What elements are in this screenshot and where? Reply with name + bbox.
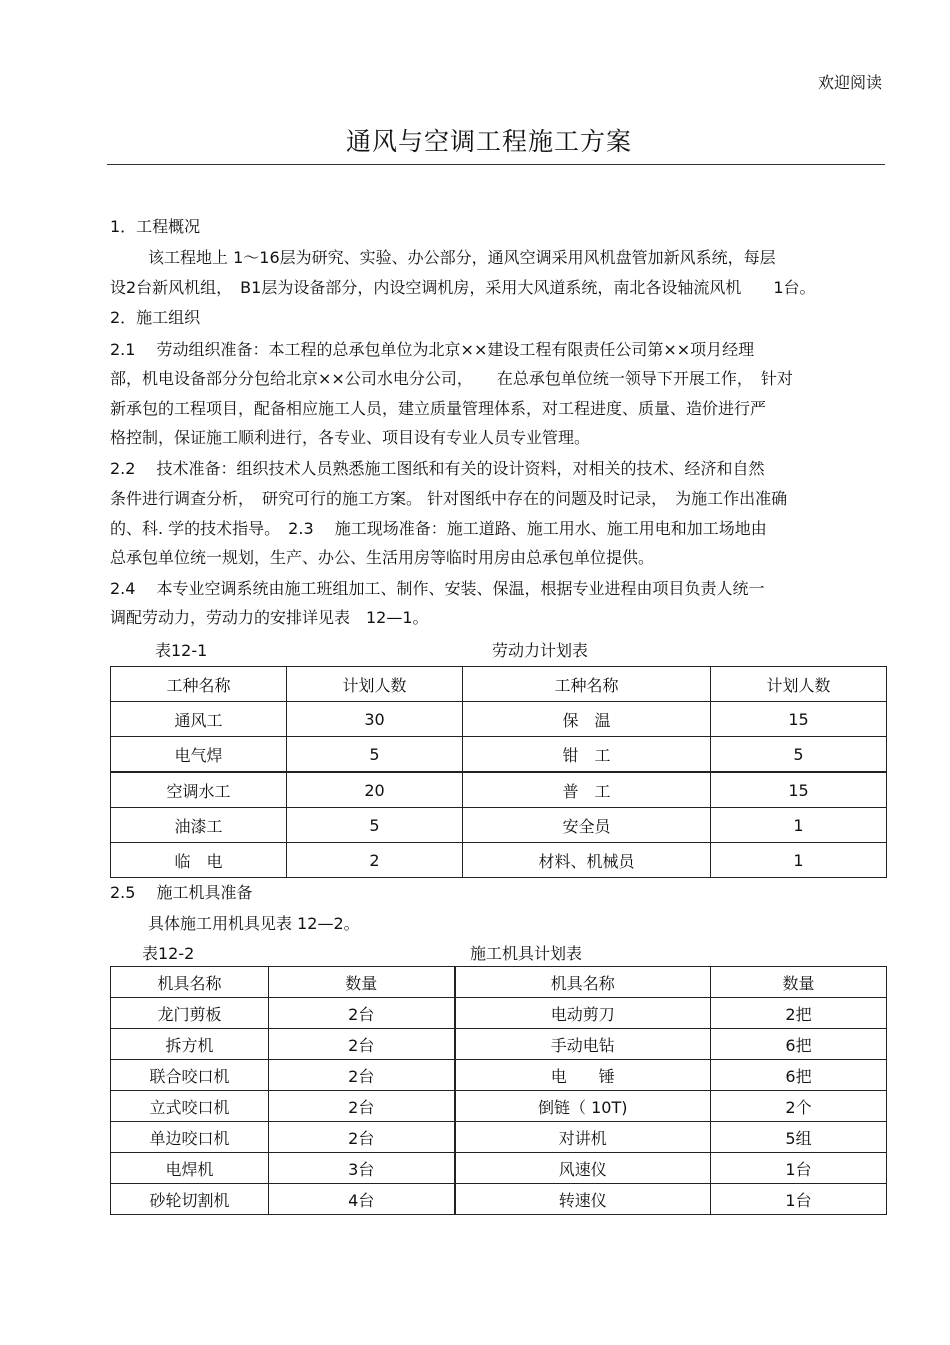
table-cell: 普 工: [463, 772, 711, 808]
paragraph-line: 格控制，保证施工顺利进行，各专业、项目设有专业人员专业管理。: [110, 428, 591, 447]
table-cell: 2个: [711, 1091, 887, 1122]
table-row: [111, 998, 887, 1029]
table-cell: 转速仪: [455, 1184, 711, 1215]
header-cell: 机具名称: [111, 967, 269, 998]
table-cell: 风速仪: [455, 1153, 711, 1184]
table-row: [111, 1060, 887, 1091]
document-title: 通风与空调工程施工方案: [345, 127, 632, 156]
header-cell: 机具名称: [455, 967, 711, 998]
table-cell: 2台: [269, 1060, 455, 1091]
table-cell: 空调水工: [111, 772, 287, 808]
table-cell: 1: [711, 808, 887, 843]
table-cell: 2台: [269, 998, 455, 1029]
table-cell: 联合咬口机: [111, 1060, 269, 1091]
table-cell: 1台: [711, 1184, 887, 1215]
table-row: [111, 737, 887, 773]
table-row: [111, 1153, 887, 1184]
table2-caption: 施工机具计划表: [470, 944, 583, 963]
paragraph-line: 的、科. 学的技术指导。 2.3 施工现场准备：施工道路、施工用水、施工用电和加工场地由: [110, 519, 767, 538]
table-cell: 4台: [269, 1184, 455, 1215]
header-cell: 工种名称: [463, 667, 711, 702]
table-cell: 单边咬口机: [111, 1122, 269, 1153]
table-row: [111, 1122, 887, 1153]
table-row: [111, 1184, 887, 1215]
table-cell: 拆方机: [111, 1029, 269, 1060]
table-cell: 对讲机: [455, 1122, 711, 1153]
table-cell: 5: [287, 737, 463, 773]
section-heading-2-5: 2.5 施工机具准备: [110, 883, 253, 902]
paragraph-line: 2.4 本专业空调系统由施工班组加工、制作、安装、保温，根据专业进程由项目负责人统一: [110, 579, 765, 598]
table1-label: 表12-1: [155, 641, 208, 660]
table-cell: 2台: [269, 1122, 455, 1153]
table-cell: 电 锤: [455, 1060, 711, 1091]
table-cell: 2: [287, 843, 463, 878]
table-row: [111, 808, 887, 843]
section-heading-2: 2．施工组织: [110, 308, 201, 327]
section-heading-1: 1．工程概况: [110, 217, 201, 236]
table-cell: 15: [711, 772, 887, 808]
table-cell: 临 电: [111, 843, 287, 878]
table-row: [111, 702, 887, 737]
table-header-row: [111, 667, 887, 702]
paragraph-line: 具体施工用机具见表 12—2。: [148, 914, 360, 933]
table1-caption: 劳动力计划表: [492, 641, 589, 660]
header-cell: 工种名称: [111, 667, 287, 702]
table-cell: 3台: [269, 1153, 455, 1184]
table-row: [111, 1029, 887, 1060]
table-cell: 保 温: [463, 702, 711, 737]
paragraph-line: 总承包单位统一规划，生产、办公、生活用房等临时用房由总承包单位提供。: [110, 548, 655, 567]
table-cell: 5: [711, 737, 887, 773]
table-cell: 1台: [711, 1153, 887, 1184]
table-cell: 1: [711, 843, 887, 878]
table-row: [111, 772, 887, 808]
table-row: [111, 1091, 887, 1122]
paragraph-line: 设2台新风机组， B1层为设备部分，内设空调机房，采用大风道系统，南北各设轴流风机 1台。: [110, 278, 816, 297]
labor-plan-table: [110, 666, 887, 878]
table-cell: 安全员: [463, 808, 711, 843]
header-cell: 数量: [711, 967, 887, 998]
table-cell: 2把: [711, 998, 887, 1029]
table-cell: 电动剪刀: [455, 998, 711, 1029]
paragraph-line: 2.1 劳动组织准备：本工程的总承包单位为北京××建设工程有限责任公司第××项月经理: [110, 340, 755, 359]
table-cell: 20: [287, 772, 463, 808]
table-cell: 30: [287, 702, 463, 737]
header-cell: 计划人数: [711, 667, 887, 702]
welcome-header: 欢迎阅读: [817, 73, 882, 92]
table-row: [111, 843, 887, 878]
table-cell: 倒链（ 10T): [455, 1091, 711, 1122]
header-cell: 计划人数: [287, 667, 463, 702]
table-cell: 钳 工: [463, 737, 711, 773]
table-cell: 龙门剪板: [111, 998, 269, 1029]
table-cell: 油漆工: [111, 808, 287, 843]
table2-label: 表12-2: [142, 944, 195, 963]
table-cell: 5组: [711, 1122, 887, 1153]
paragraph-line: 条件进行调查分析， 研究可行的施工方案。 针对图纸中存在的问题及时记录， 为施工作出准确: [110, 489, 788, 508]
paragraph-line: 2.2 技术准备：组织技术人员熟悉施工图纸和有关的设计资料，对相关的技术、经济和自然: [110, 459, 765, 478]
title-divider: [107, 164, 885, 165]
table-cell: 通风工: [111, 702, 287, 737]
paragraph-line: 新承包的工程项目，配备相应施工人员，建立质量管理体系，对工程进度、质量、造价进行严: [110, 399, 767, 418]
table-cell: 砂轮切割机: [111, 1184, 269, 1215]
table-cell: 2台: [269, 1029, 455, 1060]
table-cell: 立式咬口机: [111, 1091, 269, 1122]
table-cell: 手动电钻: [455, 1029, 711, 1060]
table-header-row: [111, 967, 887, 998]
header-cell: 数量: [269, 967, 455, 998]
table-cell: 2台: [269, 1091, 455, 1122]
table-cell: 电焊机: [111, 1153, 269, 1184]
table-cell: 5: [287, 808, 463, 843]
table-cell: 材料、机械员: [463, 843, 711, 878]
paragraph-line: 部，机电设备部分分包给北京××公司水电分公司， 在总承包单位统一领导下开展工作， 针对: [110, 369, 793, 388]
paragraph-line: 该工程地上 1～16层为研究、实验、办公部分，通风空调采用风机盘管加新风系统，每层: [148, 248, 776, 267]
table-cell: 电气焊: [111, 737, 287, 773]
table-cell: 6把: [711, 1029, 887, 1060]
table-cell: 15: [711, 702, 887, 737]
table-cell: 6把: [711, 1060, 887, 1091]
equipment-plan-table: [110, 966, 887, 1215]
paragraph-line: 调配劳动力，劳动力的安排详见表 12—1。: [110, 608, 429, 627]
